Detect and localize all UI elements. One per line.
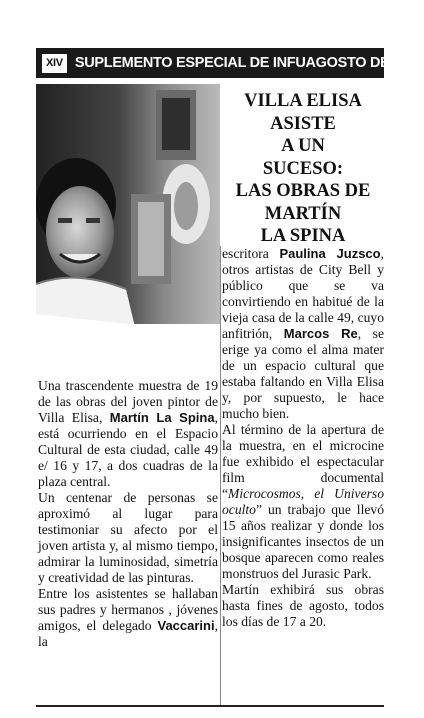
- writer-name: Paulina Juzsco: [279, 246, 381, 261]
- artist-photo-image: [36, 84, 220, 374]
- delegate-name: Vaccarini: [157, 618, 215, 633]
- article-column-right: [222, 246, 384, 630]
- supplement-title: SUPLEMENTO ESPECIAL DE INFU: [74, 55, 306, 71]
- headline-line: MARTÍN: [264, 203, 342, 224]
- issue-date: AGOSTO DE 2001: [305, 55, 424, 71]
- headline-line: LAS OBRAS DE: [235, 181, 371, 201]
- supplement-header: [36, 48, 424, 78]
- film-title: Microcosmos, el Universo oculto: [222, 486, 384, 517]
- paragraph-1: Una trascendente muestra de 19 de las obras del joven pintor de Villa Elisa, Martín La Spina, está ocurriendo en el Espacio Cultural de esta ciudad, calle 49 e/ 16 y 17, a dos cuadras de la plaza central.: [38, 378, 218, 489]
- column-divider: [220, 246, 221, 706]
- headline-line: LA SPINA: [260, 226, 346, 246]
- page-number-badge: XIV: [42, 54, 67, 73]
- article-headline: [222, 90, 384, 248]
- article-column-left: [38, 378, 218, 650]
- headline-line: ASISTE: [270, 113, 336, 134]
- artist-photo: [36, 84, 220, 374]
- paragraph-3-cont: escritora Paulina Juzsco, otros artistas de City Bell y público que se va convirtiendo en habitué de la vieja casa de la calle 49, cuyo anfitrión, Marcos Re, se erige ya como el alma mater de un espacio cultural que estaba faltando en Villa Elisa y, por supuesto, le hace mucho bien.: [222, 246, 384, 421]
- paragraph-5: Martín exhibirá sus obras hasta fines de agosto, todos los días de 17 a 20.: [222, 582, 384, 629]
- headline-line: A UN: [281, 136, 325, 156]
- paragraph-3-start: Entre los asistentes se hallaban sus padres y hermanos , jóvenes amigos, el delegado Vaccarini, la: [38, 586, 218, 649]
- paragraph-4: Al término de la apertura de la muestra, en el microcine fue exhibido el espectacular film documental “Microcosmos, el Universo oculto” un trabajo que llevó 15 años realizar y donde los insignificantes insectos de un bosque aparecen como reales monstruos del Jurasic Park.: [222, 422, 384, 581]
- artist-name: Martín La Spina: [109, 410, 215, 425]
- host-name: Marcos Re: [283, 326, 358, 341]
- bottom-rule: [36, 705, 384, 707]
- headline-line: SUCESO:: [262, 158, 344, 179]
- paragraph-2: Un centenar de personas se aproximó al lugar para testimoniar su afecto por el joven artista y, al mismo tiempo, admirar la luminosidad, simetría y creatividad de las pinturas.: [38, 490, 218, 585]
- headline-line: VILLA ELISA: [244, 91, 362, 111]
